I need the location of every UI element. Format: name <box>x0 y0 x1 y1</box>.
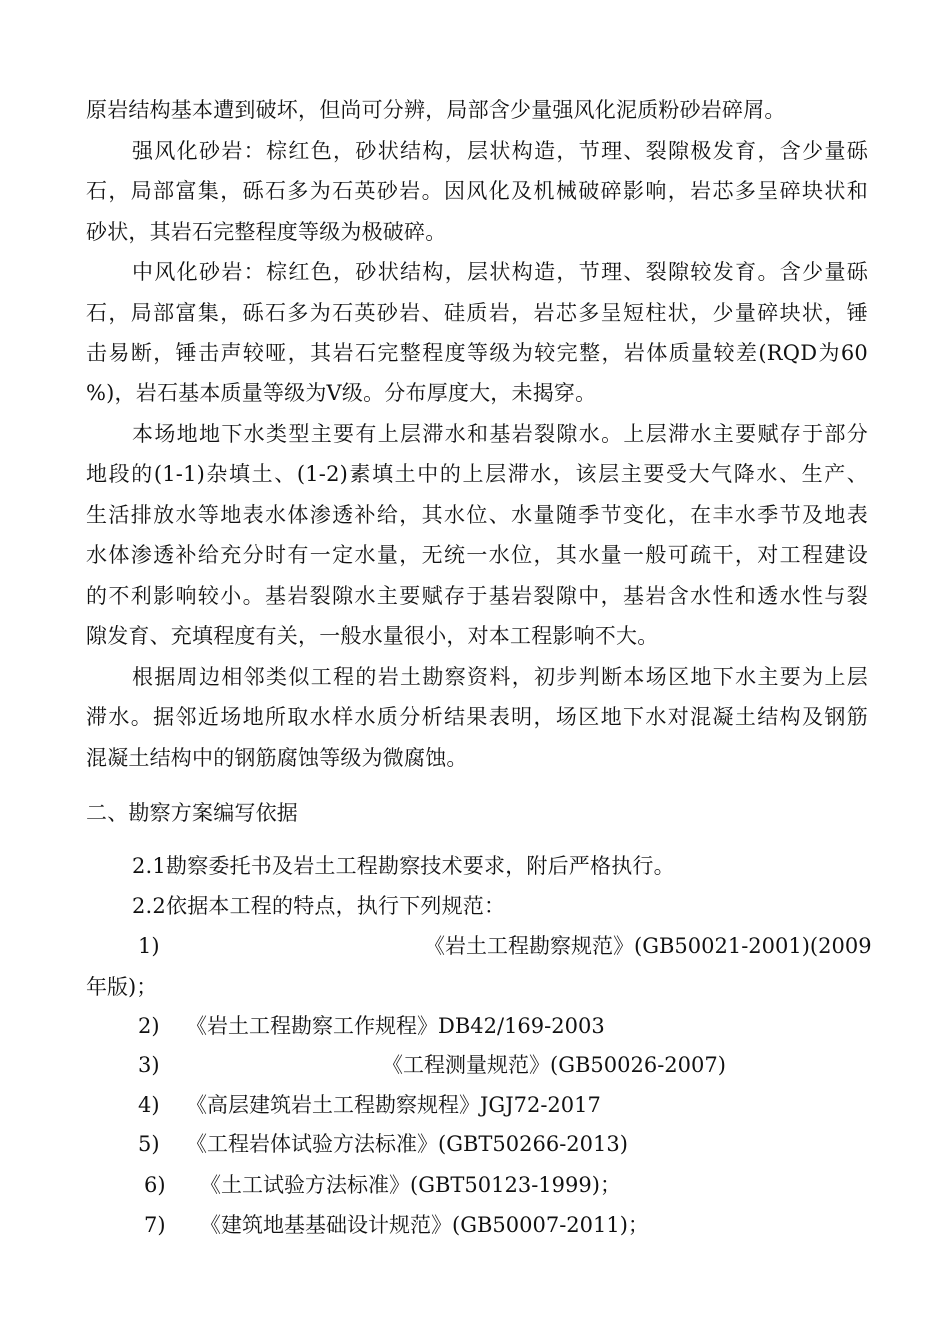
standard-title: 《工程岩体试验方法标准》(GBT50266-2013) <box>186 1132 628 1156</box>
standard-number: 2) <box>138 1014 160 1038</box>
paragraph-line: 砂状，其岩石完整程度等级为极破碎。 <box>86 220 447 244</box>
paragraph-line: 地段的(1-1)杂填土、(1-2)素填土中的上层滞水，该层主要受大气降水、生产、 <box>86 462 868 486</box>
standard-number: 7) <box>144 1213 166 1237</box>
clause-2-2: 2.2依据本工程的特点，执行下列规范： <box>132 894 506 918</box>
clause-2-1: 2.1勘察委托书及岩土工程勘察技术要求，附后严格执行。 <box>132 854 675 878</box>
standard-number: 3) <box>138 1053 160 1077</box>
paragraph-line: 强风化砂岩：棕红色，砂状结构，层状构造，节理、裂隙极发育，含少量砾 <box>132 139 868 163</box>
paragraph-line: 击易断，锤击声较哑，其岩石完整程度等级为较完整，岩体质量较差(RQD为60 <box>86 341 868 365</box>
standard-title: 《岩土工程勘察工作规程》DB42/169-2003 <box>186 1014 605 1038</box>
paragraph-line: %)，岩石基本质量等级为Ⅴ级。分布厚度大，未揭穿。 <box>86 381 597 405</box>
section-heading: 二、勘察方案编写依据 <box>86 801 298 825</box>
paragraph-line: 的不利影响较小。基岩裂隙水主要赋存于基岩裂隙中，基岩含水性和透水性与裂 <box>86 584 868 608</box>
paragraph-line: 本场地地下水类型主要有上层滞水和基岩裂隙水。上层滞水主要赋存于部分 <box>132 422 868 446</box>
paragraph-line: 根据周边相邻类似工程的岩土勘察资料，初步判断本场区地下水主要为上层 <box>132 665 868 689</box>
paragraph-line: 原岩结构基本遭到破坏，但尚可分辨，局部含少量强风化泥质粉砂岩碎屑。 <box>86 98 786 122</box>
standard-title: 《工程测量规范》(GB50026-2007) <box>382 1053 726 1077</box>
paragraph-line: 隙发育、充填程度有关，一般水量很小，对本工程影响不大。 <box>86 624 659 648</box>
standard-number: 6) <box>144 1173 166 1197</box>
paragraph-line: 石，局部富集，砾石多为石英砂岩。因风化及机械破碎影响，岩芯多呈碎块状和 <box>86 179 868 203</box>
standard-number: 4) <box>138 1093 160 1117</box>
standard-title: 《高层建筑岩土工程勘察规程》JGJ72-2017 <box>186 1093 601 1117</box>
paragraph-line: 生活排放水等地表水体渗透补给，其水位、水量随季节变化，在丰水季节及地表 <box>86 503 868 527</box>
paragraph-line: 石，局部富集，砾石多为石英砂岩、硅质岩，岩芯多呈短柱状，少量碎块状，锤 <box>86 301 868 325</box>
standard-title: 《岩土工程勘察规范》(GB50021-2001)(2009 <box>424 934 872 958</box>
paragraph-line: 水体渗透补给充分时有一定水量，无统一水位，其水量一般可疏干，对工程建设 <box>86 543 868 567</box>
paragraph-line: 中风化砂岩：棕红色，砂状结构，层状构造，节理、裂隙较发育。含少量砾 <box>132 260 868 284</box>
standard-title: 《建筑地基基础设计规范》(GB50007-2011)； <box>200 1213 649 1237</box>
standard-number: 1) <box>138 934 160 958</box>
standard-number: 5) <box>138 1132 160 1156</box>
paragraph-line: 滞水。据邻近场地所取水样水质分析结果表明，场区地下水对混凝土结构及钢筋 <box>86 705 868 729</box>
standard-title-continuation: 年版)； <box>86 975 158 999</box>
standard-title: 《土工试验方法标准》(GBT50123-1999)； <box>200 1173 621 1197</box>
paragraph-line: 混凝土结构中的钢筋腐蚀等级为微腐蚀。 <box>86 746 468 770</box>
